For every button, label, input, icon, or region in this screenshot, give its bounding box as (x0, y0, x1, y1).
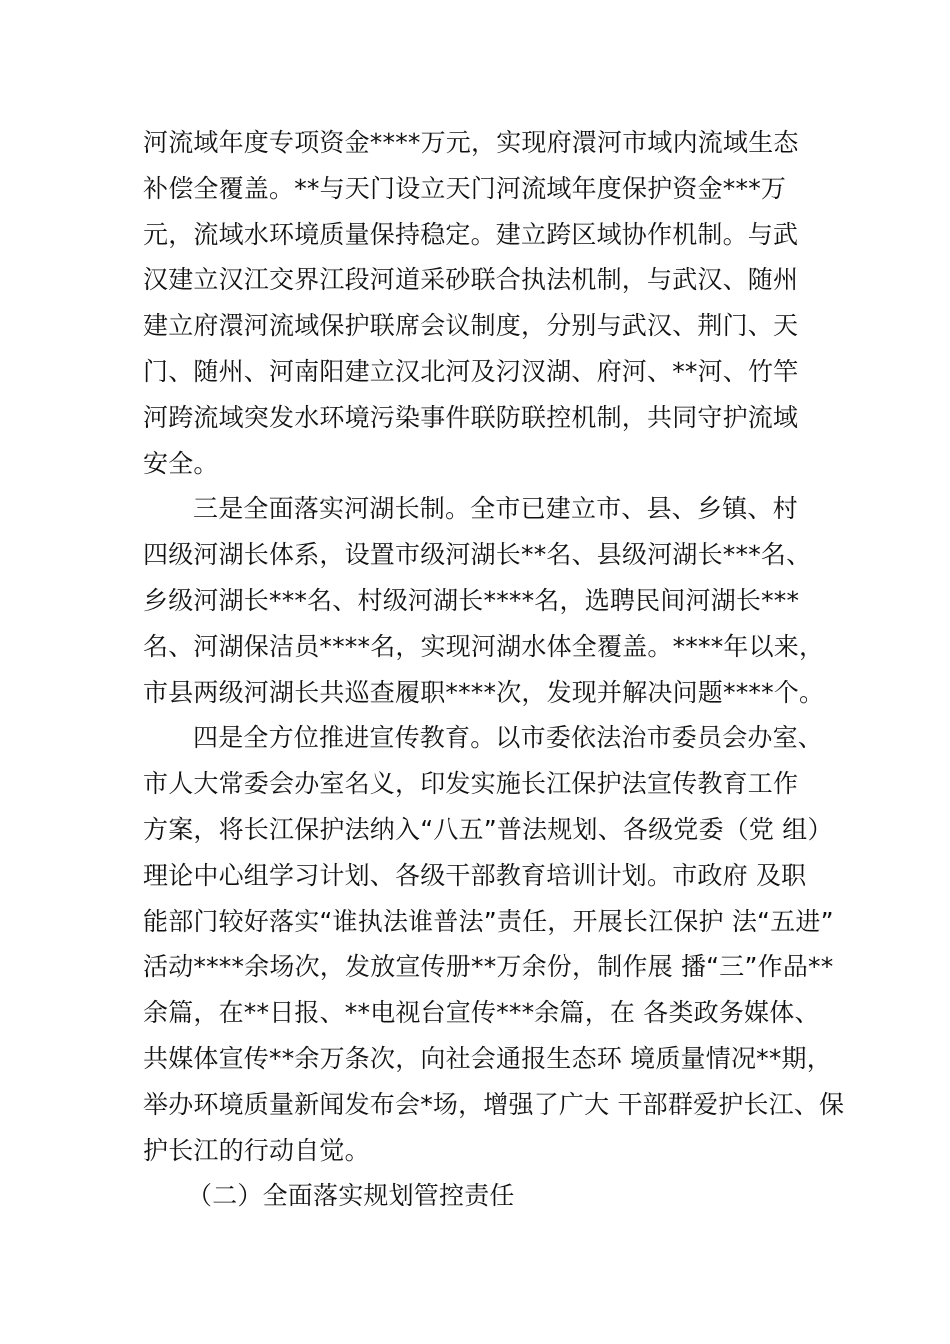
text-line: 市县两级河湖长共巡查履职****次，发现并解决问题****个。 (143, 677, 825, 707)
text-line: 建立府澴河流域保护联席会议制度，分别与武汉、荆门、天 (143, 311, 799, 341)
text-line: 市人大常委会办室名义，印发实施长江保护法宣传教育工作 (143, 769, 799, 799)
text-line: 乡级河湖长***名、村级河湖长****名，选聘民间河湖长*** (143, 585, 800, 615)
text-line: 安全。 (143, 448, 219, 478)
text-line: 四级河湖长体系，设置市级河湖长**名、县级河湖长***名、 (143, 540, 812, 570)
text-line: 河流域年度专项资金****万元，实现府澴河市域内流域生态 (143, 128, 799, 157)
text-line: 能部门较好落实“谁执法谁普法”责任，开展长江保护 法“五进” (143, 906, 834, 936)
text-line: 门、随州、河南阳建立汉北河及汈汊湖、府河、**河、竹竿 (143, 356, 799, 386)
text-line: 河跨流域突发水环境污染事件联防联控机制，共同守护流域 (143, 402, 799, 432)
paragraph-start-line: 四是全方位推进宣传教育。以市委依法治市委员会办室、 (193, 723, 824, 753)
paragraph-start-line: 三是全面落实河湖长制。全市已建立市、县、乡镇、村 (193, 494, 798, 524)
text-line: 举办环境质量新闻发布会*场，增强了广大 干部群爱护长江、保 (143, 1089, 845, 1119)
text-line: 共媒体宣传**余万条次，向社会通报生态环 境质量情况**期， (143, 1043, 832, 1073)
text-line: 护长江的行动自觉。 (143, 1135, 370, 1165)
text-line: 余篇，在**日报、**电视台宣传***余篇，在 各类政务媒体、 (143, 998, 820, 1028)
text-line: 理论中心组学习计划、各级干部教育培训计划。市政府 及职 (143, 860, 807, 890)
text-line: 元，流域水环境质量保持稳定。建立跨区域协作机制。与武 (143, 219, 799, 249)
text-line: 方案，将长江保护法纳入“八五”普法规划、各级党委（党 组） (143, 814, 833, 844)
section-heading: （二）全面落实规划管控责任 (187, 1181, 515, 1211)
text-line: 名、河湖保洁员****名，实现河湖水体全覆盖。****年以来， (143, 631, 825, 661)
body-text (143, 120, 843, 1219)
text-line: 补偿全覆盖。**与天门设立天门河流域年度保护资金***万 (143, 173, 787, 203)
text-line: 汉建立汉江交界江段河道采砂联合执法机制，与武汉、随州 (143, 265, 799, 295)
text-line: 活动****余场次，发放宣传册**万余份，制作展 播“三”作品** (143, 952, 834, 982)
